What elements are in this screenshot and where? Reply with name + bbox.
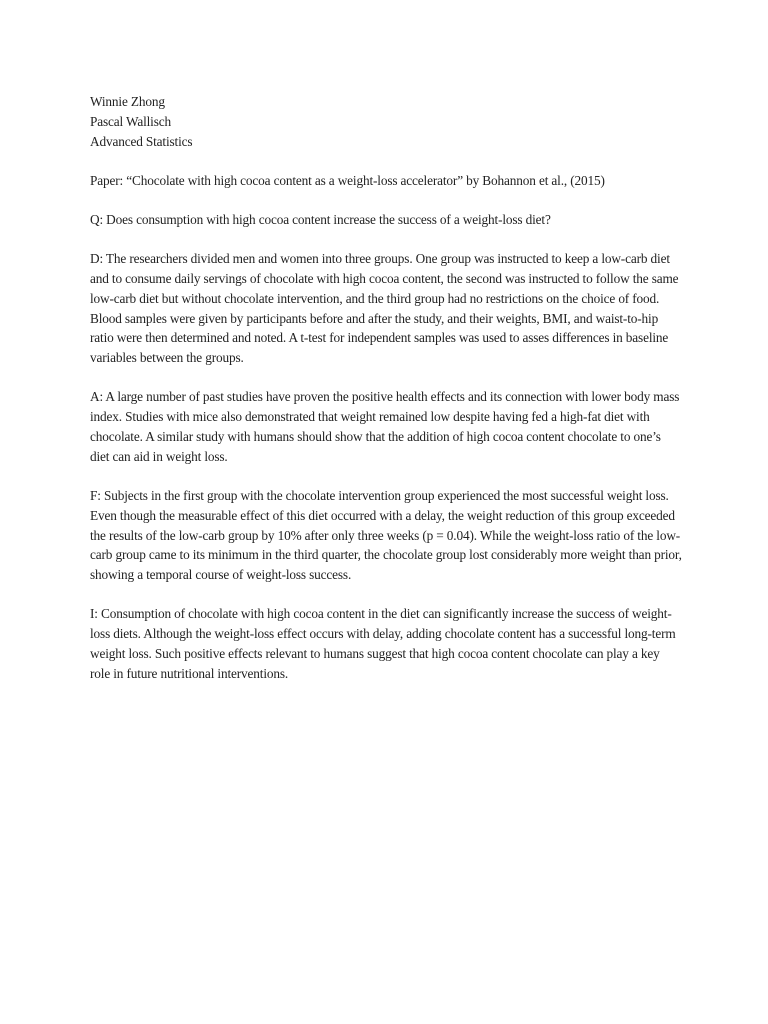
course-name: Advanced Statistics xyxy=(90,133,193,149)
findings-paragraph: F: Subjects in the first group with the chocolate intervention group experienced the most successful weight loss. Even though the measurable effect of this diet occurred with a delay, the weight reduction of this group exceeded the results of the low-carb group by 10% after only three weeks (p = 0.04). While the weight-loss ratio of the low-carb group came to its minimum in the third quarter, the chocolate group lost considerably more weight than prior, showing a temporal course of weight-loss success. xyxy=(90,487,682,583)
interpretation-paragraph: I: Consumption of chocolate with high cocoa content in the diet can significantly increase the success of weight-loss diets. Although the weight-loss effect occurs with delay, adding chocolate content has a successful long-term weight loss. Such positive effects relevant to humans suggest that high cocoa content chocolate can play a key role in future nutritional interventions. xyxy=(90,606,676,681)
paper-citation: Paper: “Chocolate with high cocoa content as a weight-loss accelerator” by Bohannon et al., (2015) xyxy=(90,172,605,188)
design-paragraph: D: The researchers divided men and women into three groups. One group was instructed to keep a low-carb diet and to consume daily servings of chocolate with high cocoa content, the second was instructed to follow the same low-carb diet but without chocolate intervention, and the third group had no restrictions on the choice of food. Blood samples were given by participants before and after the study, and their weights, BMI, and waist-to-hip ratio were then determined and noted. A t-test for independent samples was used to asses differences in baseline variables between the groups. xyxy=(90,251,679,366)
document-page xyxy=(90,92,682,703)
assumption-paragraph: A: A large number of past studies have proven the positive health effects and its connection with lower body mass index. Studies with mice also demonstrated that weight remained low despite having fed a high-fat diet with chocolate. A similar study with humans should show that the addition of high cocoa content chocolate to one’s diet can aid in weight loss. xyxy=(90,389,680,464)
document-header xyxy=(90,92,682,151)
question-paragraph: Q: Does consumption with high cocoa content increase the success of a weight-loss diet? xyxy=(90,211,551,227)
author-name-2: Pascal Wallisch xyxy=(90,113,171,129)
author-name-1: Winnie Zhong xyxy=(90,94,165,109)
